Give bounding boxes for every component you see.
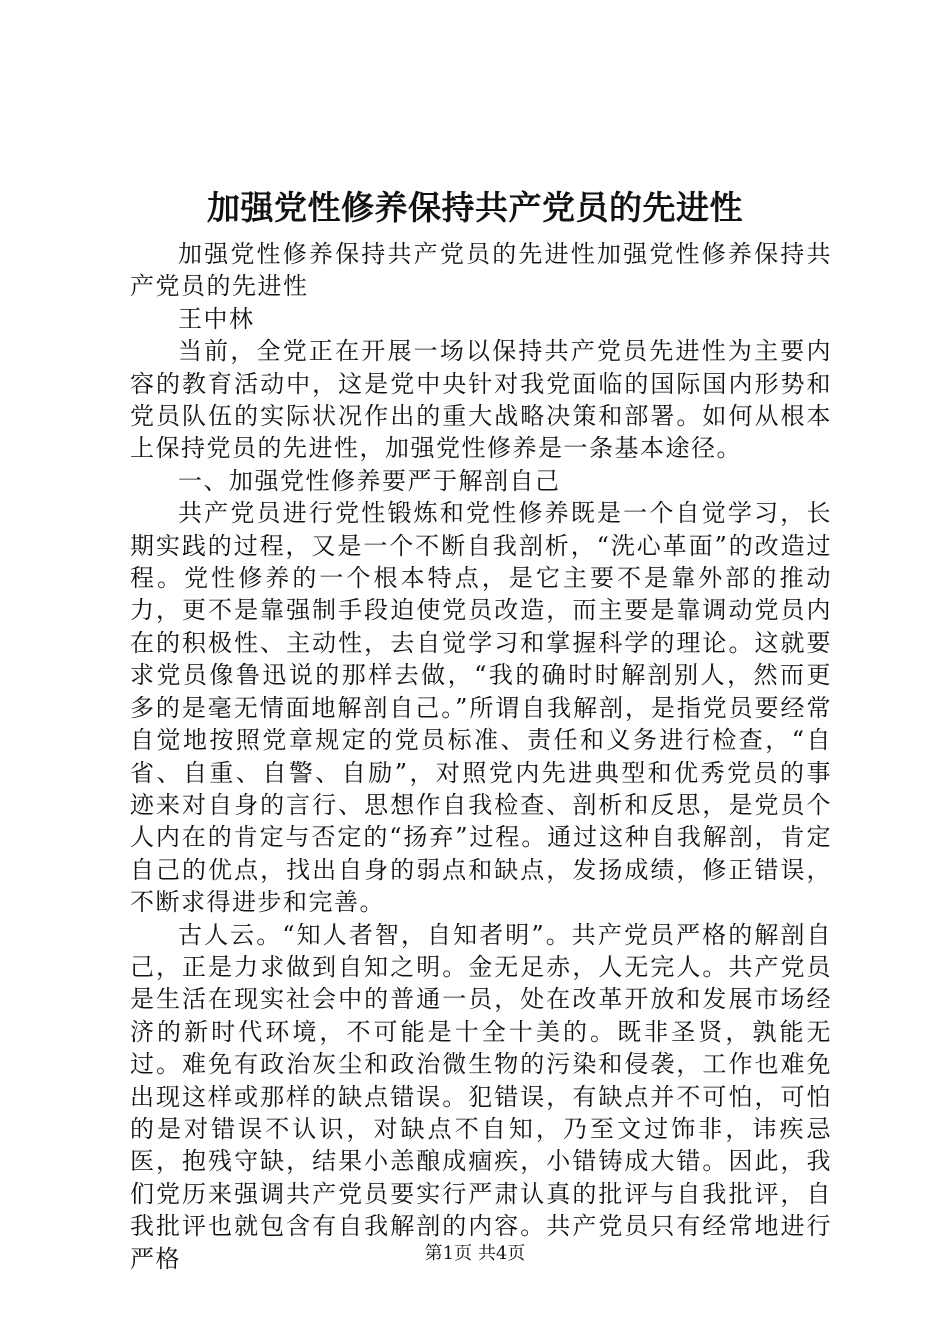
document-body <box>130 238 832 1275</box>
section-heading: 一、加强党性修养要严于解剖自己 <box>178 466 561 495</box>
paragraph-self-knowledge: 古人云。“知人者智，自知者明”。共产党员严格的解剖自己，正是力求做到自知之明。金无足赤，人无完人。共产党员是生活在现实社会中的普通一员，处在改革开放和发展市场经济的新时代环境，不可能是十全十美的。既非圣贤，孰能无过。难免有政治灰尘和政治微生物的污染和侵袭，工作也难免出现这样或那样的缺点错误。犯错误，有缺点并不可怕，可怕的是对错误不认识，对缺点不自知，乃至文过饰非，讳疾忌医，抱残守缺，结果小恙酿成痼疾，小错铸成大错。因此，我们党历来强调共产党员要实行严肃认真的批评与自我批评，自我批评也就包含有自我解剖的内容。共产党员只有经常地进行严格 <box>130 920 832 1273</box>
paragraph-self-analysis: 共产党员进行党性锻炼和党性修养既是一个自觉学习，长期实践的过程，又是一个不断自我剖析，“洗心革面”的改造过程。党性修养的一个根本特点，是它主要不是靠外部的推动力，更不是靠强制手段迫使党员改造，而主要是靠调动党员内在的积极性、主动性，去自觉学习和掌握科学的理论。这就要求党员像鲁迅说的那样去做，“我的确时时解剖别人，然而更多的是毫无情面地解剖自己。”所谓自我解剖，是指党员要经常自觉地按照党章规定的党员标准、责任和义务进行检查，“自省、自重、自警、自励”，对照党内先进典型和优秀党员的事迹来对自身的言行、思想作自我检查、剖析和反思，是党员个人内在的肯定与否定的“扬弃”过程。通过这种自我解剖，肯定自己的优点，找出自身的弱点和缺点，发扬成绩，修正错误，不断求得进步和完善。 <box>130 499 832 917</box>
paragraph-intro: 当前，全党正在开展一场以保持共产党员先进性为主要内容的教育活动中，这是党中央针对我党面临的国际国内形势和党员队伍的实际状况作出的重大战略决策和部署。如何从根本上保持党员的先进性，加强党性修养是一条基本途径。 <box>130 337 832 463</box>
document-title: 加强党性修养保持共产党员的先进性 <box>207 188 743 227</box>
paragraph-heading-repeat: 加强党性修养保持共产党员的先进性加强党性修养保持共产党员的先进性 <box>130 240 832 301</box>
author-name: 王中林 <box>178 304 255 333</box>
page-number-footer: 第1页 共4页 <box>424 1243 526 1264</box>
